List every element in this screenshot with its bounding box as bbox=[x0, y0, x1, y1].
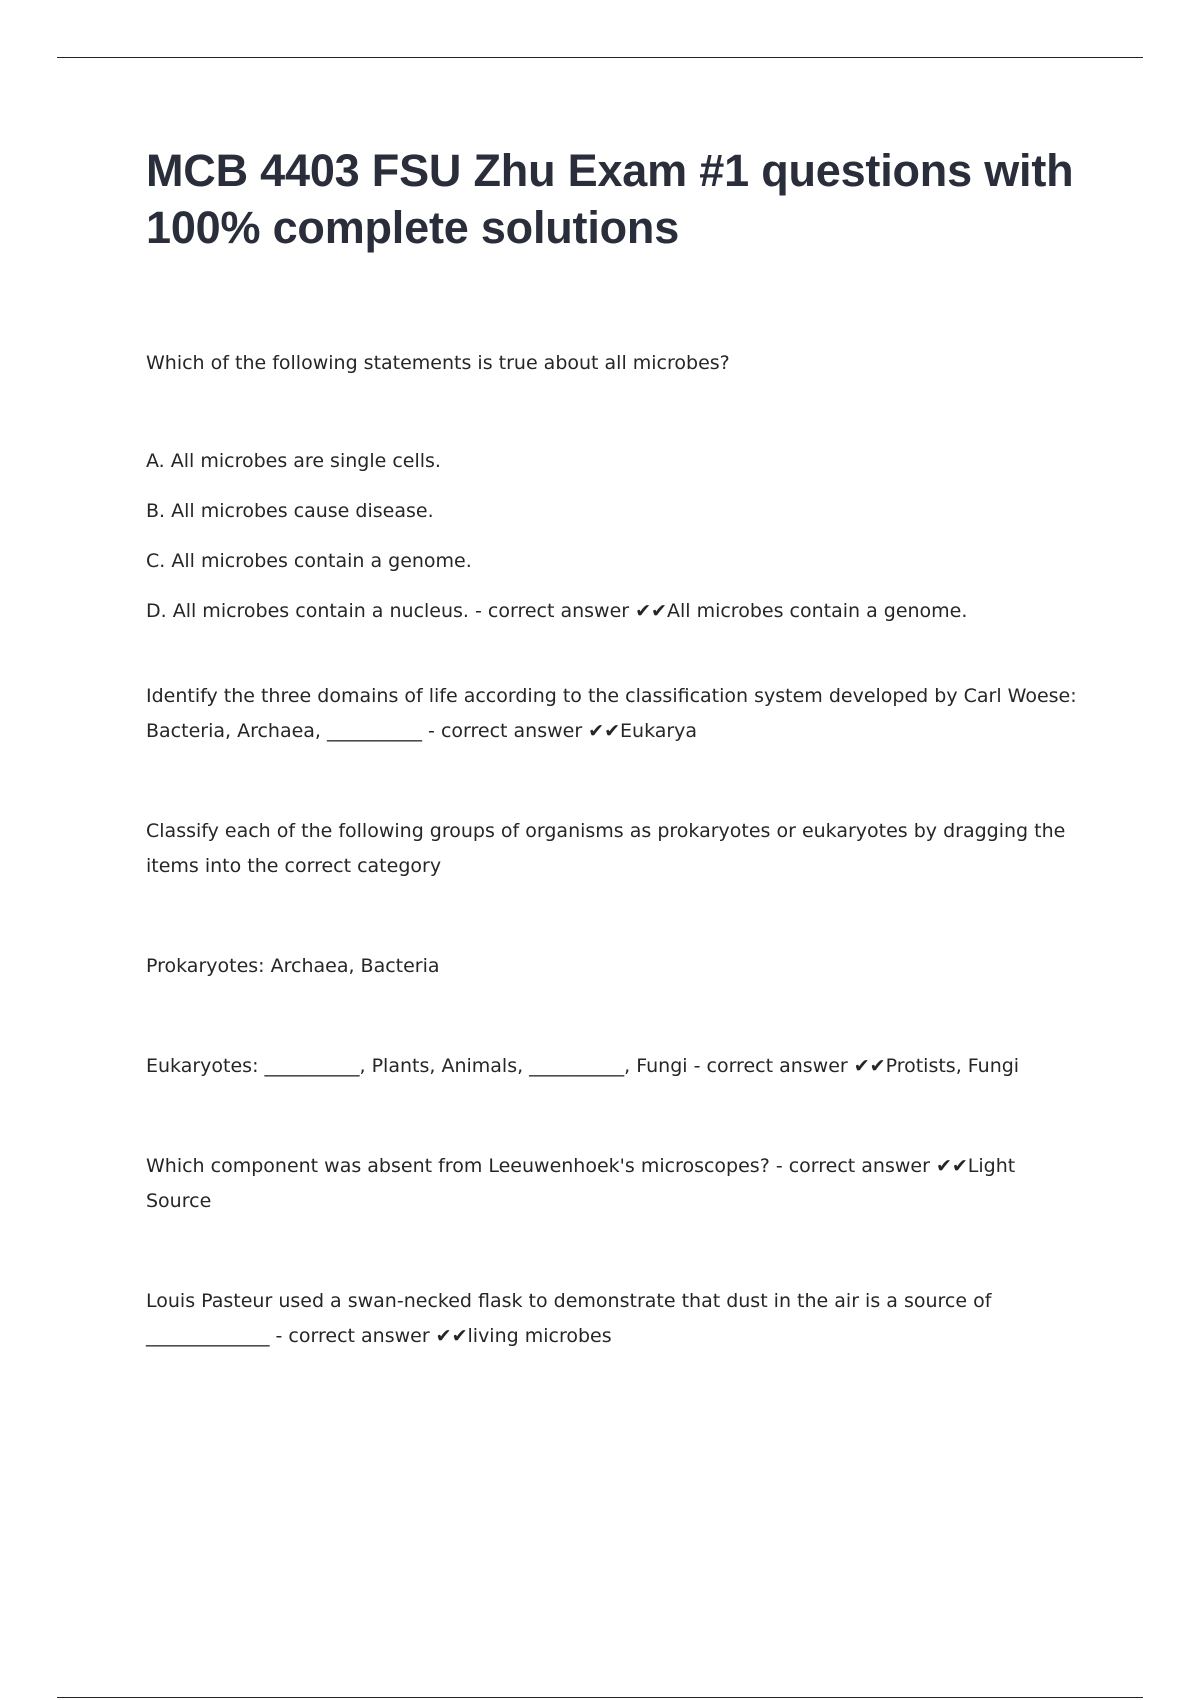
document-title: MCB 4403 FSU Zhu Exam #1 questions with 100% complete solutions bbox=[146, 145, 1074, 253]
option-b: B. All microbes cause disease. bbox=[146, 500, 434, 522]
question-1: Which of the following statements is true about all microbes? bbox=[146, 352, 730, 374]
option-c: C. All microbes contain a genome. bbox=[146, 550, 472, 572]
question-4: Which component was absent from Leeuwenhoek's microscopes? - correct answer ✔✔Light Source bbox=[146, 1155, 1016, 1212]
bottom-rule bbox=[57, 1697, 1143, 1698]
document-body bbox=[146, 142, 1086, 1354]
question-3-prokaryotes: Prokaryotes: Archaea, Bacteria bbox=[146, 955, 440, 977]
top-rule bbox=[57, 57, 1143, 58]
question-2: Identify the three domains of life according to the classification system developed by Carl Woese: Bacteria, Archaea, __________ - correct answer ✔✔Eukarya bbox=[146, 685, 1077, 742]
question-3-eukaryotes: Eukaryotes: __________, Plants, Animals, __________, Fungi - correct answer ✔✔Protists, Fungi bbox=[146, 1055, 1020, 1077]
question-3: Classify each of the following groups of organisms as prokaryotes or eukaryotes by dragging the items into the correct category bbox=[146, 820, 1066, 877]
question-1-options bbox=[146, 444, 1086, 629]
question-5: Louis Pasteur used a swan-necked flask to demonstrate that dust in the air is a source of _____________ - correct answer ✔✔living microbes bbox=[146, 1290, 992, 1347]
option-a: A. All microbes are single cells. bbox=[146, 450, 441, 472]
option-d-answer: D. All microbes contain a nucleus. - correct answer ✔✔All microbes contain a genome. bbox=[146, 600, 968, 622]
